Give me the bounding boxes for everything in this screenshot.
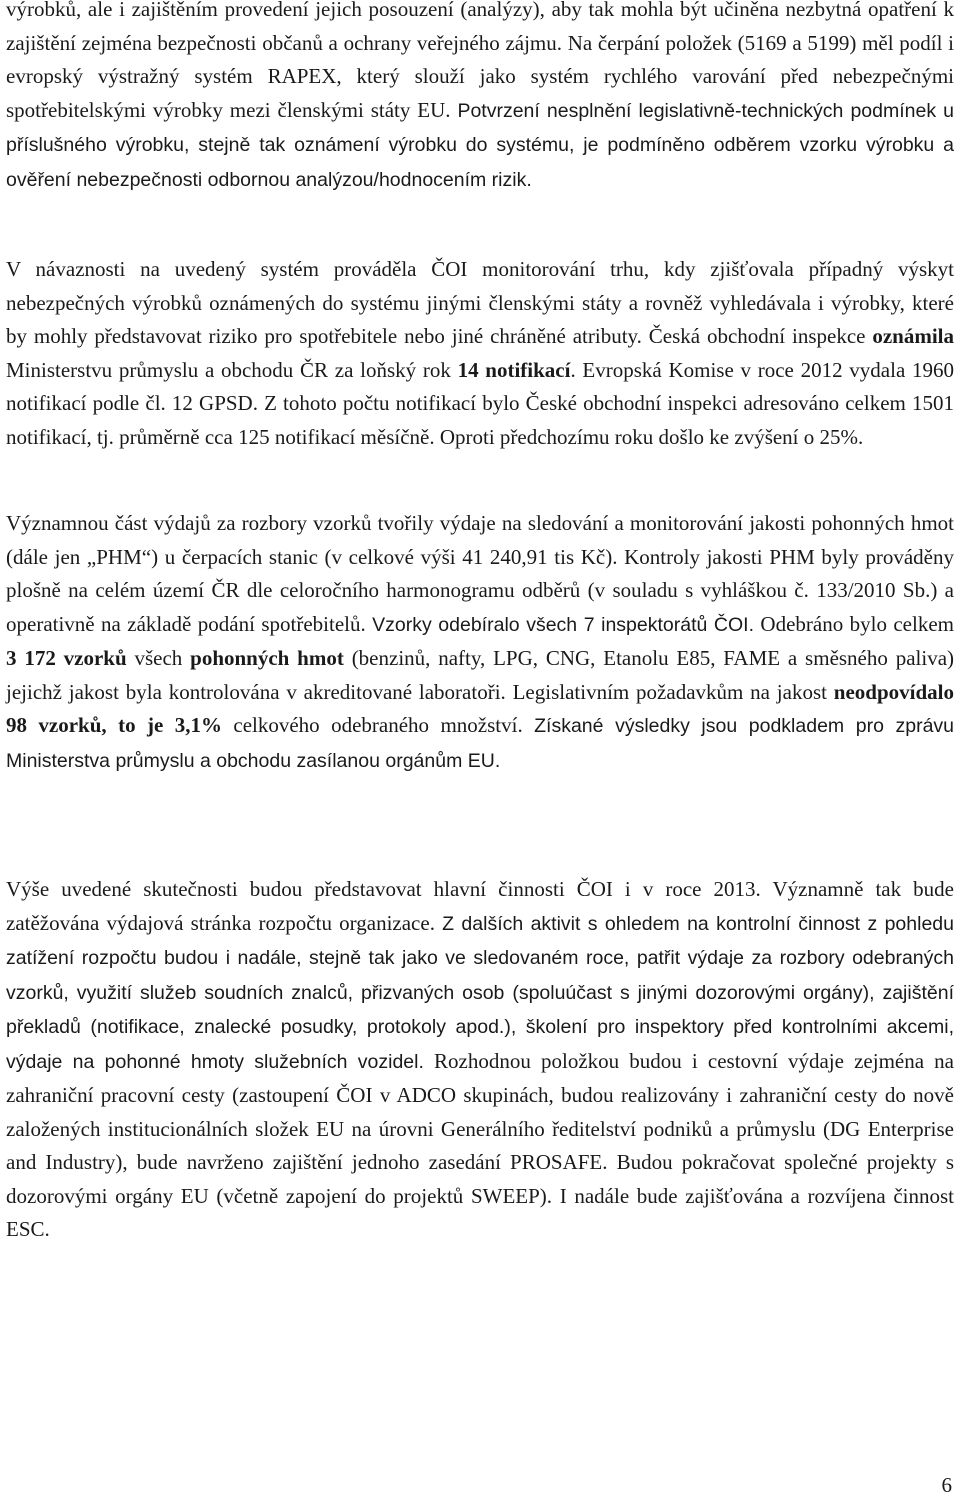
bold-text: pohonných hmot xyxy=(190,646,344,670)
page-number: 6 xyxy=(941,1473,952,1497)
text-segment: výrobků, ale i zajištěním provedení jejich posouzení (analýzy), aby tak mohla být učiněna nezbytná opatření k zajištění zejména bezpečnosti občanů a ochrany veřejného zájmu. xyxy=(6,0,954,55)
text-segment: (benzinů, nafty, LPG, CNG, Etanolu E85, FAME a směsného paliva) jejichž jakost byla kontrolována v akreditované laboratoři. xyxy=(6,646,955,704)
text-segment: Odebráno bylo celkem xyxy=(760,611,954,636)
text-segment: Oproti předchozímu roku došlo ke zvýšení o 25%. xyxy=(439,424,864,449)
text-segment: Potvrzení nesplnění legislativně-technických podmínek u příslušného výrobku, stejně tak oznámení výrobku do systému, je podmíněno odběrem vzorku výrobku a ověření nebezpečnosti odbornou analýzou/hodnocením rizik. xyxy=(6,99,955,191)
paragraph-market-monitoring xyxy=(6,253,954,454)
text-segment: Evropská Komise v roce 2012 vydala 1960 notifikací podle čl. 12 GPSD. Z tohoto počtu notifikací bylo České obchodní inspekci adresováno celkem 1501 notifikací, tj. průměrně cca 125 notifikací měsíčně. xyxy=(6,357,954,449)
bold-text: 3 172 vzorků xyxy=(6,646,127,670)
bold-text: 14 notifikací xyxy=(457,357,571,382)
text-segment: Vzorky odebíralo všech 7 inspektorátů ČOI. xyxy=(372,613,755,636)
paragraph-rapex xyxy=(6,0,954,197)
text-segment: Legislativním požadavkům na jakost xyxy=(512,679,827,704)
text-segment: . xyxy=(570,357,576,382)
text-segment: Z dalších aktivit s ohledem na kontrolní činnost z pohledu zatížení rozpočtu budou i nadále, stejně tak jako ve sledovaném roce, patřit výdaje za rozbory odebraných vzorků, využití služeb soudních znalců, přizvaných osob (spoluúčast s jinými dozorovými orgány), zajištění překladů (notifikace, znalecké posudky, protokoly apod.), školení pro inspektory před kontrolními akcemi, výdaje na pohonné hmoty služebních vozidel. xyxy=(6,912,954,1073)
text-segment: Výše uvedené skutečnosti budou představovat hlavní činnosti ČOI i v roce 2013. Významně tak bude zatěžována výdajová stránka rozpočtu organizace. xyxy=(6,877,954,935)
text-segment: Česká obchodní inspekce xyxy=(648,324,866,348)
paragraph-fuel-quality xyxy=(6,507,954,778)
paragraph-outlook-2013 xyxy=(6,873,954,1247)
text-segment: Ministerstvu průmyslu a obchodu ČR za loňský rok xyxy=(6,357,451,382)
text-segment: celkového odebraného množství. xyxy=(233,713,523,737)
text-segment: Významnou část výdajů za rozbory vzorků tvořily výdaje na sledování a monitorování jakosti pohonných hmot (dále jen „PHM“) u čerpacích stanic (v celkové výši 41 240,91 tis Kč). Kontroly jakosti PHM byly prováděny plošně na celém území ČR dle celoročního harmonogramu odběrů (v souladu s vyhláškou č. 133/2010 Sb.) a operativně na základě podání spotřebitelů. xyxy=(6,511,954,636)
text-segment: všech xyxy=(134,646,183,670)
text-segment: Získané výsledky jsou podkladem pro zprávu Ministerstva průmyslu a obchodu zasílanou orgánům EU. xyxy=(6,715,955,772)
bold-text: neodpovídalo 98 vzorků, to je 3,1% xyxy=(6,679,954,737)
text-segment: V návaznosti na uvedený systém prováděla ČOI monitorování trhu, kdy zjišťovala případný výskyt nebezpečných výrobků oznámených do systému jinými členskými státy a rovněž vyhledávala i výrobky, které by mohly představovat riziko pro spotřebitele nebo jiné chráněné atributy. xyxy=(6,257,954,348)
text-segment: Rozhodnou položkou budou i cestovní výdaje zejména na zahraniční pracovní cesty (zastoupení ČOI v ADCO skupinách, budou realizovány i zahraniční cesty do nově založených institucionálních složek EU na úrovni Generálního ředitelství podniků a průmyslu (DG Enterprise and Industry), bude navrženo zajištění jednoho zasedání PROSAFE. Budou pokračovat společné projekty s dozorovými orgány EU (včetně zapojení do projektů SWEEP). I nadále bude zajišťována a rozvíjena činnost ESC. xyxy=(6,1048,954,1241)
text-segment: Na čerpání položek (5169 a 5199) měl podíl i evropský výstražný systém RAPEX, který slouží jako systém rychlého varování před nebezpečnými spotřebitelskými výrobky mezi členskými státy EU. xyxy=(6,30,955,122)
bold-text: oznámila xyxy=(872,324,954,348)
